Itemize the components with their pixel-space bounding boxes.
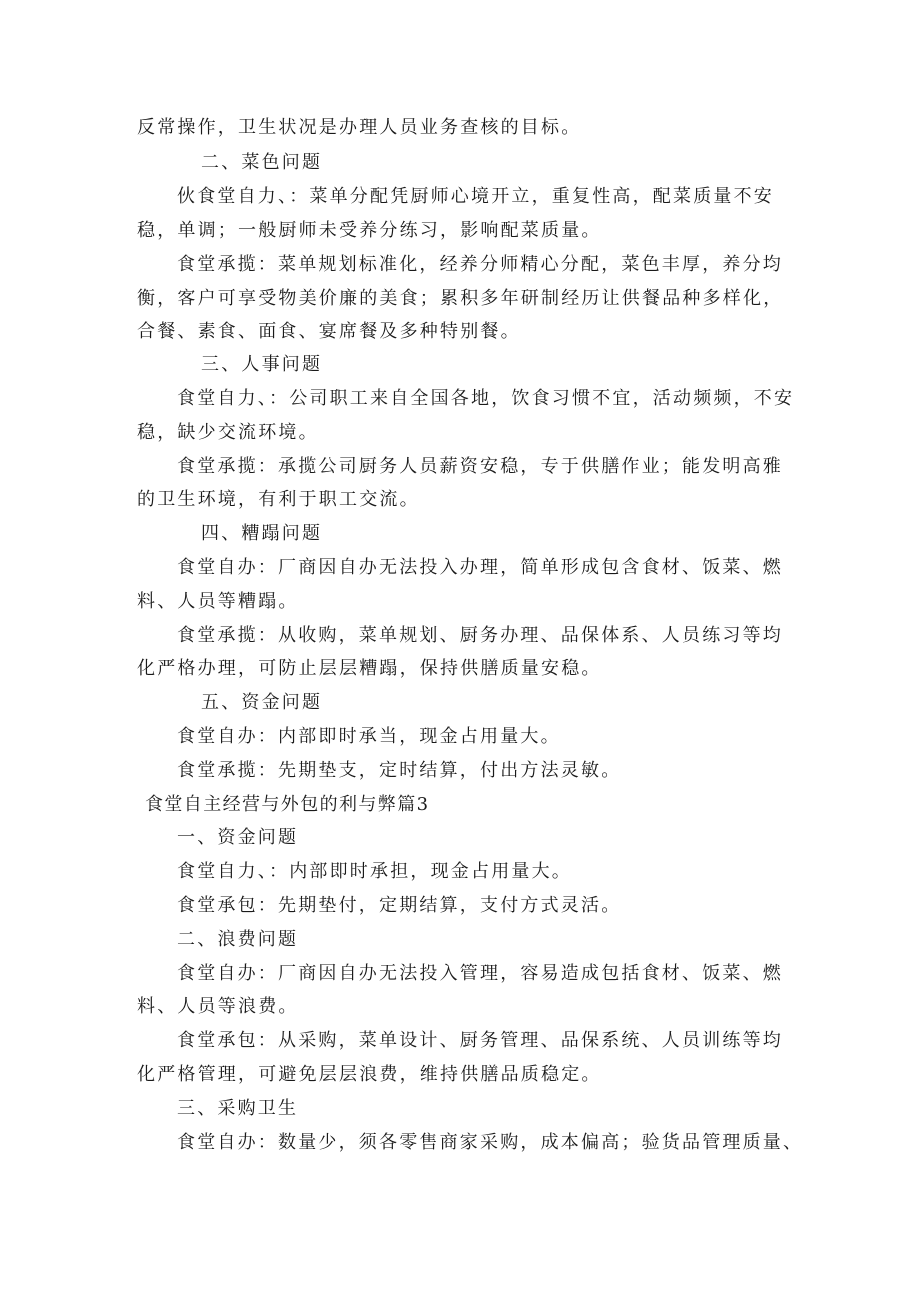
paragraph-line: 合餐、素食、面食、宴席餐及多种特别餐。 <box>137 321 521 342</box>
paragraph-line: 食堂承揽：先期垫支，定时结算，付出方法灵敏。 <box>177 760 622 781</box>
paragraph-line: 衡，客户可享受物美价廉的美食；累积多年研制经历让供餐品种多样化， <box>137 288 784 309</box>
paragraph-line: 食堂承包：先期垫付，定期结算，支付方式灵活。 <box>177 895 622 916</box>
paragraph-line: 食堂自办：数量少，须各零售商家采购，成本偏高；验货品管理质量、 <box>177 1132 804 1153</box>
paragraph-line: 食堂承揽：承揽公司厨务人员薪资安稳，专于供膳作业；能发明高雅 <box>177 456 783 477</box>
paragraph-line: 反常操作，卫生状况是办理人员业务查核的目标。 <box>137 117 582 138</box>
section-heading: 二、浪费问题 <box>177 929 299 950</box>
paragraph-line: 化严格办理，可防止层层糟蹋，保持供膳质量安稳。 <box>137 658 602 679</box>
paragraph-line: 的卫生环境，有利于职工交流。 <box>137 489 420 510</box>
section-heading: 三、采购卫生 <box>177 1098 299 1119</box>
paragraph-line: 食堂自办：厂商因自办无法投入办理，简单形成包含食材、饭菜、燃 <box>177 557 783 578</box>
section-heading: 三、人事问题 <box>201 354 323 375</box>
paragraph-line: 食堂自办：内部即时承当，现金占用量大。 <box>177 726 561 747</box>
paragraph-line: 食堂自力、：公司职工来自全国各地，饮食习惯不宜，活动频频，不安 <box>177 388 795 409</box>
paragraph-line: 食堂承揽：菜单规划标准化，经养分师精心分配，菜色丰厚，养分均 <box>177 254 783 275</box>
paragraph-line: 稳，缺少交流环境。 <box>137 422 319 443</box>
section-heading: 二、菜色问题 <box>201 152 323 173</box>
paragraph-line: 料、人员等浪费。 <box>137 996 299 1017</box>
paragraph-line: 料、人员等糟蹋。 <box>137 591 299 612</box>
section-heading: 四、糟蹋问题 <box>201 523 323 544</box>
paragraph-line: 伙食堂自力、：菜单分配凭厨师心境开立，重复性高，配菜质量不安 <box>177 186 774 207</box>
paragraph-line: 食堂承揽：从收购，菜单规划、厨务办理、品保体系、人员练习等均 <box>177 625 783 646</box>
paragraph-line: 食堂自力、：内部即时承担，现金占用量大。 <box>177 861 572 882</box>
paragraph-line: 化严格管理，可避免层层浪费，维持供膳品质稳定。 <box>137 1064 602 1085</box>
paragraph-line: 食堂承包：从采购，菜单设计、厨务管理、品保系统、人员训练等均 <box>177 1030 783 1051</box>
paragraph-line: 食堂自办：厂商因自办无法投入管理，容易造成包括食材、饭菜、燃 <box>177 963 783 984</box>
article-title: 食堂自主经营与外包的利与弊篇3 <box>145 794 430 815</box>
paragraph-line: 稳，单调；一般厨师未受养分练习，影响配菜质量。 <box>137 220 602 241</box>
section-heading: 五、资金问题 <box>201 692 323 713</box>
section-heading: 一、资金问题 <box>177 827 299 848</box>
